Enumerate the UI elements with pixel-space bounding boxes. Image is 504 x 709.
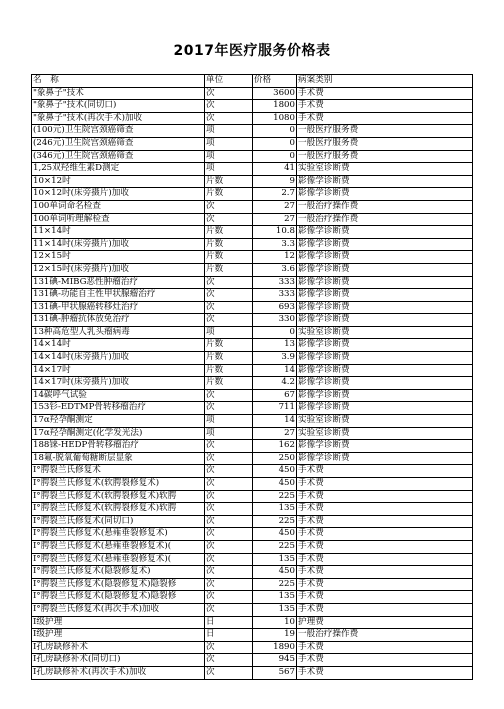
cell-unit: 片数 bbox=[205, 251, 253, 264]
cell-category: 一般治疗操作费 bbox=[297, 213, 473, 226]
cell-price: 27 bbox=[253, 427, 297, 440]
header-price: 价格 bbox=[253, 75, 297, 88]
cell-name: 188铼-HEDP骨转移瘤治疗 bbox=[32, 440, 205, 453]
cell-category: 影像学诊断费 bbox=[297, 251, 473, 264]
cell-name: 17α羟孕酮测定 bbox=[32, 415, 205, 428]
cell-unit: 次 bbox=[205, 112, 253, 125]
cell-unit: 次 bbox=[205, 540, 253, 553]
cell-category: 一般医疗服务费 bbox=[297, 137, 473, 150]
cell-name: Ⅰ°腭裂兰氏修复术(悬雍垂裂修复术)( bbox=[32, 553, 205, 566]
cell-unit: 次 bbox=[205, 490, 253, 503]
cell-unit: 日 bbox=[205, 629, 253, 642]
cell-price: 225 bbox=[253, 515, 297, 528]
table-row bbox=[32, 515, 473, 528]
cell-price: 1890 bbox=[253, 641, 297, 654]
table-row bbox=[32, 578, 473, 591]
cell-name: 12×15吋 bbox=[32, 251, 205, 264]
cell-name: Ⅰ°腭裂兰氏修复术(软腭裂修复术)软腭 bbox=[32, 503, 205, 516]
cell-category: 实验室诊断费 bbox=[297, 163, 473, 176]
cell-unit: 片数 bbox=[205, 226, 253, 239]
cell-name: 13种高危型人乳头瘤病毒 bbox=[32, 326, 205, 339]
cell-category: 手术费 bbox=[297, 591, 473, 604]
table-row bbox=[32, 314, 473, 327]
cell-unit: 次 bbox=[205, 402, 253, 415]
cell-category: 手术费 bbox=[297, 112, 473, 125]
cell-price: 10.8 bbox=[253, 226, 297, 239]
cell-name: Ⅰ°腭裂兰氏修复术(悬雍垂裂修复术)( bbox=[32, 540, 205, 553]
cell-price: 135 bbox=[253, 553, 297, 566]
table-row bbox=[32, 490, 473, 503]
cell-unit: 次 bbox=[205, 503, 253, 516]
cell-price: 333 bbox=[253, 276, 297, 289]
cell-price: 10 bbox=[253, 616, 297, 629]
cell-name: "象鼻子"技术(再次手术)加收 bbox=[32, 112, 205, 125]
cell-price: 0 bbox=[253, 326, 297, 339]
cell-category: 一般治疗操作费 bbox=[297, 200, 473, 213]
cell-name: 131碘-MIBG恶性肿瘤治疗 bbox=[32, 276, 205, 289]
table-row bbox=[32, 137, 473, 150]
cell-name: Ⅰ级护理 bbox=[32, 629, 205, 642]
cell-unit: 次 bbox=[205, 666, 253, 679]
cell-category: 一般治疗操作费 bbox=[297, 629, 473, 642]
cell-name: (346元)卫生院宫颈癌筛查 bbox=[32, 150, 205, 163]
cell-price: 450 bbox=[253, 465, 297, 478]
cell-price: 1800 bbox=[253, 100, 297, 113]
table-row bbox=[32, 301, 473, 314]
cell-unit: 次 bbox=[205, 465, 253, 478]
table-row bbox=[32, 163, 473, 176]
cell-category: 实验室诊断费 bbox=[297, 427, 473, 440]
cell-category: 手术费 bbox=[297, 666, 473, 679]
cell-category: 手术费 bbox=[297, 528, 473, 541]
cell-category: 影像学诊断费 bbox=[297, 301, 473, 314]
cell-category: 手术费 bbox=[297, 553, 473, 566]
cell-category: 影像学诊断费 bbox=[297, 402, 473, 415]
cell-unit: 次 bbox=[205, 528, 253, 541]
cell-category: 手术费 bbox=[297, 465, 473, 478]
header-unit: 单位 bbox=[205, 75, 253, 88]
cell-unit: 片数 bbox=[205, 263, 253, 276]
cell-price: 135 bbox=[253, 603, 297, 616]
cell-name: 17α羟孕酮测定(化学发光法) bbox=[32, 427, 205, 440]
table-row bbox=[32, 175, 473, 188]
cell-price: 3.3 bbox=[253, 238, 297, 251]
cell-name: Ⅰ孔房缺修补术 bbox=[32, 641, 205, 654]
table-row bbox=[32, 540, 473, 553]
cell-unit: 片数 bbox=[205, 364, 253, 377]
cell-name: 14×17吋(床旁摄片)加收 bbox=[32, 377, 205, 390]
cell-unit: 次 bbox=[205, 213, 253, 226]
cell-category: 实验室诊断费 bbox=[297, 415, 473, 428]
cell-price: 450 bbox=[253, 528, 297, 541]
cell-price: 3.6 bbox=[253, 263, 297, 276]
cell-price: 3600 bbox=[253, 87, 297, 100]
table-row bbox=[32, 503, 473, 516]
table-row bbox=[32, 603, 473, 616]
cell-price: 250 bbox=[253, 452, 297, 465]
cell-unit: 片数 bbox=[205, 339, 253, 352]
cell-price: 9 bbox=[253, 175, 297, 188]
table-row bbox=[32, 100, 473, 113]
cell-unit: 次 bbox=[205, 578, 253, 591]
cell-unit: 次 bbox=[205, 591, 253, 604]
cell-unit: 次 bbox=[205, 276, 253, 289]
cell-unit: 项 bbox=[205, 326, 253, 339]
table-header-row bbox=[32, 75, 473, 88]
cell-name: 14碳呼气试验 bbox=[32, 389, 205, 402]
cell-name: 11×14吋(床旁摄片)加收 bbox=[32, 238, 205, 251]
cell-name: 10×12吋 bbox=[32, 175, 205, 188]
cell-price: 330 bbox=[253, 314, 297, 327]
table-row bbox=[32, 339, 473, 352]
table-row bbox=[32, 276, 473, 289]
cell-category: 影像学诊断费 bbox=[297, 226, 473, 239]
table-row bbox=[32, 641, 473, 654]
cell-name: 14×14吋 bbox=[32, 339, 205, 352]
cell-unit: 次 bbox=[205, 654, 253, 667]
cell-name: 100单词命名检查 bbox=[32, 200, 205, 213]
table-row bbox=[32, 591, 473, 604]
cell-category: 影像学诊断费 bbox=[297, 289, 473, 302]
table-row bbox=[32, 364, 473, 377]
header-category: 病案类别 bbox=[297, 75, 473, 88]
table-row bbox=[32, 251, 473, 264]
cell-category: 影像学诊断费 bbox=[297, 389, 473, 402]
cell-category: 手术费 bbox=[297, 87, 473, 100]
cell-unit: 项 bbox=[205, 137, 253, 150]
cell-category: 手术费 bbox=[297, 641, 473, 654]
table-row bbox=[32, 402, 473, 415]
table-row bbox=[32, 566, 473, 579]
table-row bbox=[32, 553, 473, 566]
cell-name: Ⅰ°腭裂兰氏修复术(软腭裂修复术)软腭 bbox=[32, 490, 205, 503]
page-title: 2017年医疗服务价格表 bbox=[173, 43, 331, 59]
cell-name: Ⅰ级护理 bbox=[32, 616, 205, 629]
cell-unit: 片数 bbox=[205, 188, 253, 201]
table-row bbox=[32, 666, 473, 679]
cell-category: 影像学诊断费 bbox=[297, 440, 473, 453]
cell-unit: 次 bbox=[205, 440, 253, 453]
cell-category: 一般医疗服务费 bbox=[297, 125, 473, 138]
cell-price: 135 bbox=[253, 503, 297, 516]
cell-unit: 次 bbox=[205, 87, 253, 100]
price-table bbox=[31, 74, 473, 680]
cell-name: 11×14吋 bbox=[32, 226, 205, 239]
cell-unit: 次 bbox=[205, 200, 253, 213]
cell-price: 2.7 bbox=[253, 188, 297, 201]
cell-unit: 项 bbox=[205, 163, 253, 176]
table-row bbox=[32, 226, 473, 239]
table-row bbox=[32, 415, 473, 428]
table-row bbox=[32, 213, 473, 226]
cell-price: 67 bbox=[253, 389, 297, 402]
cell-name: Ⅰ°腭裂兰氏修复术(悬雍垂裂修复术) bbox=[32, 528, 205, 541]
table-row bbox=[32, 112, 473, 125]
cell-name: Ⅰ°腭裂兰氏修复术(隐裂修复术)隐裂修 bbox=[32, 578, 205, 591]
cell-price: 41 bbox=[253, 163, 297, 176]
cell-name: "象鼻子"技术(同切口) bbox=[32, 100, 205, 113]
cell-name: 14×17吋 bbox=[32, 364, 205, 377]
cell-price: 4.2 bbox=[253, 377, 297, 390]
table-row bbox=[32, 440, 473, 453]
cell-name: Ⅰ°腭裂兰氏修复术(隐裂修复术)隐裂修 bbox=[32, 591, 205, 604]
table-row bbox=[32, 238, 473, 251]
cell-category: 手术费 bbox=[297, 603, 473, 616]
cell-unit: 片数 bbox=[205, 352, 253, 365]
cell-price: 693 bbox=[253, 301, 297, 314]
cell-category: 影像学诊断费 bbox=[297, 352, 473, 365]
cell-unit: 次 bbox=[205, 478, 253, 491]
cell-unit: 项 bbox=[205, 150, 253, 163]
cell-name: Ⅰ孔房缺修补术(同切口) bbox=[32, 654, 205, 667]
cell-name: 153钐-EDTMP骨转移瘤治疗 bbox=[32, 402, 205, 415]
cell-category: 影像学诊断费 bbox=[297, 339, 473, 352]
cell-unit: 次 bbox=[205, 301, 253, 314]
cell-price: 225 bbox=[253, 578, 297, 591]
cell-unit: 片数 bbox=[205, 238, 253, 251]
cell-unit: 次 bbox=[205, 641, 253, 654]
cell-price: 162 bbox=[253, 440, 297, 453]
cell-price: 0 bbox=[253, 125, 297, 138]
table-row bbox=[32, 616, 473, 629]
table-row bbox=[32, 289, 473, 302]
cell-name: Ⅰ°腭裂兰氏修复术 bbox=[32, 465, 205, 478]
cell-unit: 项 bbox=[205, 125, 253, 138]
header-name: 名 称 bbox=[32, 75, 205, 88]
cell-name: "象鼻子"技术 bbox=[32, 87, 205, 100]
cell-category: 手术费 bbox=[297, 515, 473, 528]
cell-name: Ⅰ°腭裂兰氏修复术(同切口) bbox=[32, 515, 205, 528]
cell-category: 手术费 bbox=[297, 578, 473, 591]
table-row bbox=[32, 478, 473, 491]
cell-category: 手术费 bbox=[297, 566, 473, 579]
cell-unit: 次 bbox=[205, 389, 253, 402]
cell-price: 1080 bbox=[253, 112, 297, 125]
cell-unit: 次 bbox=[205, 515, 253, 528]
table-row bbox=[32, 465, 473, 478]
table-row bbox=[32, 150, 473, 163]
table-row bbox=[32, 188, 473, 201]
cell-unit: 次 bbox=[205, 553, 253, 566]
cell-name: 131碘-肿瘤抗体放免治疗 bbox=[32, 314, 205, 327]
cell-name: Ⅰ°腭裂兰氏修复术(再次手术)加收 bbox=[32, 603, 205, 616]
cell-price: 450 bbox=[253, 478, 297, 491]
cell-unit: 片数 bbox=[205, 175, 253, 188]
cell-name: 1,25双羟维生素D测定 bbox=[32, 163, 205, 176]
table-row bbox=[32, 326, 473, 339]
table-row bbox=[32, 200, 473, 213]
cell-price: 225 bbox=[253, 540, 297, 553]
cell-unit: 次 bbox=[205, 566, 253, 579]
cell-category: 手术费 bbox=[297, 100, 473, 113]
cell-name: 131碘-甲状腺癌转移灶治疗 bbox=[32, 301, 205, 314]
table-row bbox=[32, 528, 473, 541]
cell-price: 567 bbox=[253, 666, 297, 679]
cell-name: 10×12吋(床旁摄片)加收 bbox=[32, 188, 205, 201]
cell-category: 实验室诊断费 bbox=[297, 326, 473, 339]
cell-category: 影像学诊断费 bbox=[297, 314, 473, 327]
cell-name: Ⅰ孔房缺修补术(再次手术)加收 bbox=[32, 666, 205, 679]
table-row bbox=[32, 389, 473, 402]
table-row bbox=[32, 377, 473, 390]
cell-category: 一般医疗服务费 bbox=[297, 150, 473, 163]
cell-unit: 片数 bbox=[205, 377, 253, 390]
cell-price: 14 bbox=[253, 364, 297, 377]
cell-name: (246元)卫生院宫颈癌筛查 bbox=[32, 137, 205, 150]
cell-name: Ⅰ°腭裂兰氏修复术(软腭裂修复术) bbox=[32, 478, 205, 491]
cell-name: 100单词听理解检查 bbox=[32, 213, 205, 226]
cell-category: 影像学诊断费 bbox=[297, 238, 473, 251]
cell-price: 0 bbox=[253, 137, 297, 150]
cell-unit: 次 bbox=[205, 603, 253, 616]
cell-price: 135 bbox=[253, 591, 297, 604]
cell-price: 3.9 bbox=[253, 352, 297, 365]
cell-price: 0 bbox=[253, 150, 297, 163]
cell-price: 14 bbox=[253, 415, 297, 428]
cell-category: 手术费 bbox=[297, 654, 473, 667]
cell-category: 影像学诊断费 bbox=[297, 364, 473, 377]
cell-name: (100元)卫生院宫颈癌筛查 bbox=[32, 125, 205, 138]
cell-category: 手术费 bbox=[297, 503, 473, 516]
table-row bbox=[32, 125, 473, 138]
table-row bbox=[32, 654, 473, 667]
cell-unit: 次 bbox=[205, 314, 253, 327]
cell-category: 影像学诊断费 bbox=[297, 276, 473, 289]
cell-unit: 项 bbox=[205, 427, 253, 440]
cell-unit: 项 bbox=[205, 415, 253, 428]
table-row bbox=[32, 352, 473, 365]
cell-price: 13 bbox=[253, 339, 297, 352]
cell-category: 手术费 bbox=[297, 478, 473, 491]
cell-category: 影像学诊断费 bbox=[297, 188, 473, 201]
cell-unit: 次 bbox=[205, 100, 253, 113]
table-row bbox=[32, 87, 473, 100]
table-row bbox=[32, 263, 473, 276]
cell-name: 14×14吋(床旁摄片)加收 bbox=[32, 352, 205, 365]
cell-price: 19 bbox=[253, 629, 297, 642]
cell-category: 影像学诊断费 bbox=[297, 377, 473, 390]
cell-category: 护理费 bbox=[297, 616, 473, 629]
table-row bbox=[32, 629, 473, 642]
cell-name: 12×15吋(床旁摄片)加收 bbox=[32, 263, 205, 276]
cell-name: 18氟-脱氧葡萄糖断层显象 bbox=[32, 452, 205, 465]
cell-unit: 次 bbox=[205, 452, 253, 465]
cell-unit: 日 bbox=[205, 616, 253, 629]
cell-price: 225 bbox=[253, 490, 297, 503]
cell-category: 影像学诊断费 bbox=[297, 452, 473, 465]
cell-category: 手术费 bbox=[297, 490, 473, 503]
cell-price: 27 bbox=[253, 200, 297, 213]
cell-unit: 次 bbox=[205, 289, 253, 302]
cell-category: 手术费 bbox=[297, 540, 473, 553]
cell-name: Ⅰ°腭裂兰氏修复术(隐裂修复术) bbox=[32, 566, 205, 579]
cell-price: 711 bbox=[253, 402, 297, 415]
cell-category: 影像学诊断费 bbox=[297, 175, 473, 188]
cell-price: 27 bbox=[253, 213, 297, 226]
cell-category: 影像学诊断费 bbox=[297, 263, 473, 276]
table-row bbox=[32, 452, 473, 465]
cell-price: 945 bbox=[253, 654, 297, 667]
cell-price: 12 bbox=[253, 251, 297, 264]
table-row bbox=[32, 427, 473, 440]
cell-name: 131碘-功能自主性甲状腺瘤治疗 bbox=[32, 289, 205, 302]
cell-price: 333 bbox=[253, 289, 297, 302]
cell-price: 450 bbox=[253, 566, 297, 579]
